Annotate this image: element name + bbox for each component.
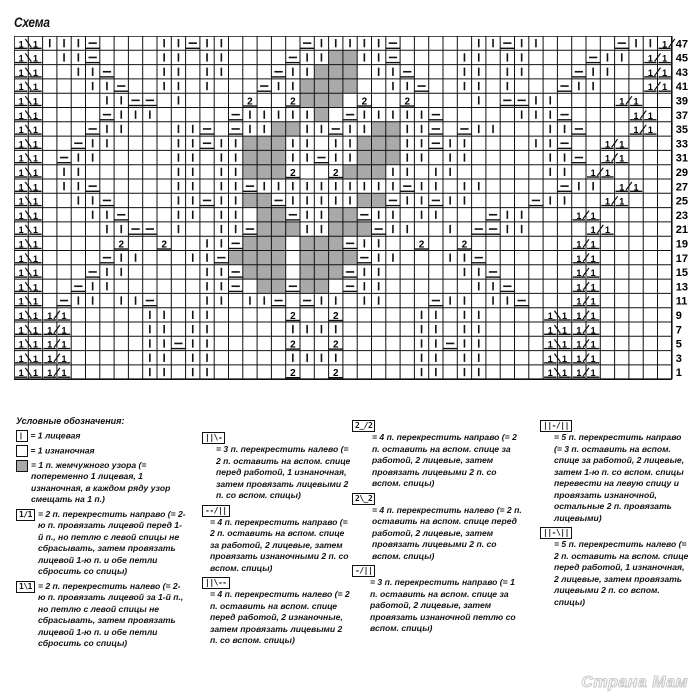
pearl-cell <box>271 122 285 136</box>
row-number-label: 33 <box>675 138 689 151</box>
cross-stitch-label: 1 <box>18 339 24 350</box>
cross-stitch-label: 1 <box>61 325 67 336</box>
pearl-cell <box>257 136 271 150</box>
cross-stitch-label: 1 <box>18 82 24 93</box>
pearl-cell <box>314 251 328 265</box>
pearl-cell <box>372 193 386 207</box>
cable-3-right-symbol-icon: -/|| <box>352 565 375 577</box>
cross-stitch-label: 1 <box>18 53 24 64</box>
cross-stitch-label: 1 <box>18 168 24 178</box>
cross-stitch-label: 1 <box>47 339 53 350</box>
pearl-cell <box>329 93 343 107</box>
cross-stitch-label: 1 <box>590 168 596 178</box>
cross-stitch-label: 1 <box>619 196 625 207</box>
legend-text: = 3 п. перекрестить направо (= 1 п. оставить на вспом. спице за работой, 2 лицевые, затем провязать изнаночной петлю со вспом. спицы) <box>370 577 516 633</box>
cross-stitch-label: 1 <box>32 253 38 264</box>
pearl-cell <box>257 265 271 279</box>
pearl-cell <box>314 236 328 250</box>
cross-stitch-label: 1 <box>18 239 24 250</box>
cross-stitch-label: 1 <box>32 125 38 136</box>
legend-col-1 <box>16 416 186 653</box>
cross-stitch-label: 1 <box>32 96 38 107</box>
cross-stitch-label: 1 <box>18 368 24 379</box>
pearl-cell <box>271 208 285 222</box>
cross-stitch-label: 1 <box>562 311 568 321</box>
cross-stitch-label: 1 <box>32 339 38 350</box>
pearl-cell <box>257 279 271 293</box>
pearl-symbol-icon <box>16 460 28 472</box>
legend-item-5st-right <box>540 420 690 524</box>
pearl-cell <box>329 222 343 236</box>
cross-stitch-label: 1 <box>590 282 596 293</box>
legend-item-5st-left <box>540 527 690 608</box>
cross-stitch-label: 1 <box>47 353 53 364</box>
cross-stitch-label: 1 <box>32 139 38 150</box>
cross-stitch-label: 1 <box>590 210 596 221</box>
cross-stitch-label: 1 <box>32 296 38 307</box>
watermark-logo: Страна Мам <box>581 674 688 691</box>
pearl-cell <box>343 50 357 64</box>
cross-stitch-label: 1 <box>662 82 668 93</box>
pearl-cell <box>300 79 314 93</box>
cross-stitch-label: 1 <box>576 239 582 250</box>
row-number-label: 31 <box>675 152 689 165</box>
row-number-label: 21 <box>675 224 689 237</box>
row-number-label: 1 <box>675 367 682 380</box>
pearl-cell <box>314 108 328 122</box>
pearl-cell <box>343 208 357 222</box>
legend-col-2 <box>202 432 352 650</box>
cable-4-left-symbol-icon: ||\-- <box>202 577 230 589</box>
legend-item-cross-right-2 <box>16 509 186 578</box>
cross-stitch-label: 1 <box>18 353 24 364</box>
cross-stitch-label: 1 <box>32 168 38 178</box>
row-number-label: 23 <box>675 209 689 222</box>
cross-stitch-label: 1 <box>576 210 582 221</box>
cross-stitch-label: 1 <box>547 353 553 364</box>
legend-text: = 1 лицевая <box>30 429 81 440</box>
pearl-cell <box>257 150 271 164</box>
cross-stitch-label: 1 <box>32 153 38 164</box>
legend-item-3st-left <box>202 432 352 502</box>
chart-title: Схема <box>14 14 50 30</box>
cable-number-label: 2 <box>418 239 425 251</box>
pearl-cell <box>357 222 371 236</box>
cross-stitch-label: 1 <box>662 53 668 64</box>
cross-stitch-label: 1 <box>604 153 610 164</box>
knitting-chart <box>14 36 700 386</box>
cable-4-left-knit-symbol-icon: 2\_2 <box>352 493 375 505</box>
cross-stitch-label: 1 <box>590 339 596 350</box>
cable-3-left-symbol-icon: ||\- <box>202 432 225 444</box>
cross-stitch-label: 1 <box>18 125 24 136</box>
cross-stitch-label: 1 <box>32 182 38 193</box>
legend-text: = 1 изнаночная <box>30 444 95 455</box>
cross-stitch-label: 1 <box>18 325 24 336</box>
cross-stitch-label: 1 <box>633 125 639 136</box>
cross-stitch-label: 1 <box>61 311 67 321</box>
cross-stitch-label: 1 <box>547 325 553 336</box>
cross-stitch-label: 1 <box>562 325 568 336</box>
pearl-cell <box>386 122 400 136</box>
cross-stitch-label: 1 <box>32 225 38 236</box>
legend-text: = 4 п. перекрестить направо (= 2 п. оставить на вспом. спице за работой, 2 лицевые, затем провязать лицевыми 2 п. со вспом. спицы) <box>372 432 517 488</box>
cross-stitch-label: 1 <box>633 96 639 107</box>
pearl-cell <box>372 165 386 179</box>
pearl-cell <box>300 251 314 265</box>
pearl-cell <box>243 265 257 279</box>
cable-number-label: 2 <box>247 96 253 108</box>
pearl-cell <box>329 79 343 93</box>
cross-stitch-label: 1 <box>590 268 596 279</box>
cross-stitch-label: 1 <box>633 182 639 193</box>
cable-number-label: 2 <box>290 311 296 322</box>
pearl-cell <box>300 279 314 293</box>
pearl-cell <box>314 265 328 279</box>
pearl-cell <box>372 150 386 164</box>
pearl-cell <box>343 222 357 236</box>
cross-stitch-label: 1 <box>32 268 38 279</box>
pearl-cell <box>257 208 271 222</box>
row-number-label: 37 <box>675 109 689 122</box>
cross-stitch-label: 1 <box>562 353 568 364</box>
legend-text: = 1 п. жемчужного узора (= попеременно 1 лицевая, 1 изнаночная, в каждом ряду узор смещать на 1 п.) <box>31 459 171 504</box>
pearl-cell <box>314 65 328 79</box>
cross-stitch-label: 1 <box>604 225 610 236</box>
cross-stitch-label: 1 <box>590 225 596 236</box>
legend-text: = 5 п. перекрестить направо (= 3 п. оставить на вспом. спице за работой, 2 лицевые, затем 1-ю п. со вспом. спицы перевести на левую спицу и провязать изнаночной, остальные 2 п. провязать лицевыми) <box>554 432 685 523</box>
pearl-cell <box>343 65 357 79</box>
cable-number-label: 2 <box>332 168 339 179</box>
pearl-cell <box>386 136 400 150</box>
cable-5-left-symbol-icon: ||-\|| <box>540 527 572 539</box>
cross-stitch-label: 1 <box>576 368 582 379</box>
legend-text: = 3 п. перекрестить налево (= 2 п. оставить на вспом. спице перед работой, 1 изнаночная, затем провязать лицевыми 2 п. со вспом. спицы) <box>216 444 351 500</box>
cable-4-right-knit-symbol-icon: 2_/2 <box>352 420 375 432</box>
legend-text: = 5 п. перекрестить налево (= 2 п. оставить на вспом. спице перед работой, 1 изнаночная, 2 лицевые, затем провязать лицевыми 2 п. со вспом. спицы) <box>554 539 689 607</box>
pearl-cell <box>357 165 371 179</box>
pearl-cell <box>329 236 343 250</box>
legend-col-3 <box>352 420 522 638</box>
cable-number-label: 2 <box>332 368 339 380</box>
pearl-cell <box>243 236 257 250</box>
pearl-cell <box>329 50 343 64</box>
cross-stitch-label: 1 <box>662 67 668 78</box>
pearl-cell <box>329 265 343 279</box>
cross-left-symbol-icon: 1\1 <box>16 581 35 593</box>
row-number-label: 35 <box>675 124 689 137</box>
cross-stitch-label: 1 <box>590 368 596 379</box>
cross-stitch-label: 1 <box>61 339 67 350</box>
cross-stitch-label: 1 <box>32 368 38 379</box>
cable-number-label: 2 <box>290 168 296 179</box>
cable-number-label: 2 <box>461 239 468 251</box>
pearl-cell <box>357 193 371 207</box>
row-number-label: 13 <box>675 281 689 294</box>
legend-item-4st-right-knit <box>352 420 522 490</box>
cross-stitch-label: 1 <box>576 353 582 364</box>
cross-right-symbol-icon: 1/1 <box>16 509 35 521</box>
cross-stitch-label: 1 <box>18 253 24 264</box>
cross-stitch-label: 1 <box>32 239 38 250</box>
row-number-label: 5 <box>675 338 682 351</box>
cross-stitch-label: 1 <box>32 82 38 93</box>
pearl-cell <box>271 251 285 265</box>
row-number-label: 17 <box>675 252 689 265</box>
cross-stitch-label: 1 <box>18 110 24 121</box>
row-number-label: 15 <box>675 267 689 280</box>
pearl-cell <box>372 136 386 150</box>
pearl-cell <box>257 165 271 179</box>
cross-stitch-label: 1 <box>547 368 553 379</box>
pearl-cell <box>357 150 371 164</box>
cross-stitch-label: 1 <box>576 296 582 307</box>
row-number-label: 9 <box>675 310 682 322</box>
pearl-cell <box>329 65 343 79</box>
cross-stitch-label: 1 <box>32 39 38 50</box>
cross-stitch-label: 1 <box>18 282 24 293</box>
pearl-cell <box>243 193 257 207</box>
pearl-cell <box>386 150 400 164</box>
cross-stitch-label: 1 <box>576 282 582 293</box>
cross-stitch-label: 1 <box>619 139 625 150</box>
cross-stitch-label: 1 <box>590 325 596 336</box>
pearl-cell <box>271 265 285 279</box>
cross-stitch-label: 1 <box>18 96 24 107</box>
cross-stitch-label: 1 <box>619 153 625 164</box>
legend-text: = 4 п. перекрестить направо (= 2 п. оставить на вспом. спице за работой, 2 лицевые, затем провязать изнаночными 2 п. со вспом. спицы) <box>210 516 349 573</box>
pearl-cell <box>243 251 257 265</box>
cross-stitch-label: 1 <box>576 268 582 279</box>
row-number-label: 25 <box>675 195 689 208</box>
row-number-label: 7 <box>675 324 682 337</box>
pearl-cell <box>343 165 357 179</box>
cross-stitch-label: 1 <box>590 296 596 307</box>
pearl-cell <box>271 165 285 179</box>
pearl-cell <box>314 79 328 93</box>
cross-stitch-label: 1 <box>619 182 625 193</box>
pearl-cell <box>314 279 328 293</box>
cross-stitch-label: 1 <box>18 311 24 321</box>
cable-number-label: 2 <box>290 339 296 351</box>
row-number-label: 29 <box>675 167 689 179</box>
cable-number-label: 2 <box>161 239 167 251</box>
cross-stitch-label: 1 <box>576 325 582 336</box>
cross-stitch-label: 1 <box>18 225 24 236</box>
pearl-cell <box>300 236 314 250</box>
cross-stitch-label: 1 <box>547 311 553 321</box>
cross-stitch-label: 1 <box>604 168 610 178</box>
cross-stitch-label: 1 <box>576 339 582 350</box>
legend-item-3st-right <box>352 565 522 635</box>
cross-stitch-label: 1 <box>647 82 653 93</box>
cross-stitch-label: 1 <box>647 125 653 136</box>
pearl-cell <box>271 150 285 164</box>
legend-item-cross-left-2 <box>16 581 186 650</box>
cross-stitch-label: 1 <box>47 325 53 336</box>
pearl-cell <box>271 279 285 293</box>
cable-number-label: 2 <box>361 96 368 108</box>
legend-text: = 4 п. перекрестить налево (= 2 п. оставить на вспом. спице перед работой, 2 изнаночные, затем провязать лицевыми 2 п. со вспом. спицы) <box>210 589 350 645</box>
cross-stitch-label: 1 <box>590 353 596 364</box>
knit-symbol-icon: | <box>16 430 28 442</box>
cable-number-label: 2 <box>404 96 411 108</box>
cross-stitch-label: 1 <box>32 210 38 221</box>
cross-stitch-label: 1 <box>18 139 24 150</box>
cross-stitch-label: 1 <box>547 339 553 350</box>
pearl-cell <box>372 122 386 136</box>
cross-stitch-label: 1 <box>18 296 24 307</box>
pearl-cell <box>286 122 300 136</box>
pearl-cell <box>243 136 257 150</box>
cross-stitch-label: 1 <box>18 268 24 279</box>
cross-stitch-label: 1 <box>61 368 67 379</box>
cross-stitch-label: 1 <box>647 53 653 64</box>
cross-stitch-label: 1 <box>32 53 38 64</box>
cable-4-right-symbol-icon: --/|| <box>202 505 230 517</box>
row-number-label: 43 <box>675 66 689 79</box>
cable-number-label: 2 <box>290 96 296 108</box>
cross-stitch-label: 1 <box>590 239 596 250</box>
cross-stitch-label: 1 <box>32 67 38 78</box>
cross-stitch-label: 1 <box>47 368 53 379</box>
pearl-cell <box>243 150 257 164</box>
pearl-cell <box>257 236 271 250</box>
row-number-label: 19 <box>675 238 689 251</box>
cross-stitch-label: 1 <box>18 182 24 193</box>
legend-heading: Условные обозначения: <box>16 416 125 426</box>
legend-text: = 2 п. перекрестить налево (= 2-ю п. провязать лицевой за 1-й п., но петлю с левой спицы не сбрасывать, затем провязать лицевой 1-ю п. и обе петли сбросить со спицы) <box>37 580 184 648</box>
row-number-label: 3 <box>675 352 682 365</box>
cross-stitch-label: 1 <box>590 311 596 321</box>
cross-stitch-label: 1 <box>61 353 67 364</box>
cross-stitch-label: 1 <box>633 110 639 121</box>
pearl-cell <box>257 251 271 265</box>
cross-stitch-label: 1 <box>32 196 38 207</box>
cable-5-right-symbol-icon: ||-/|| <box>540 420 572 432</box>
cable-number-label: 2 <box>332 311 339 322</box>
cross-stitch-label: 1 <box>576 253 582 264</box>
legend-item-4st-left-knit <box>352 493 522 563</box>
cross-stitch-label: 1 <box>562 339 568 350</box>
pearl-cell <box>229 251 243 265</box>
pearl-cell <box>271 136 285 150</box>
pearl-cell <box>300 265 314 279</box>
pearl-cell <box>257 222 271 236</box>
cross-stitch-label: 1 <box>32 282 38 293</box>
legend-item-knit <box>16 430 186 442</box>
cross-stitch-label: 1 <box>590 253 596 264</box>
cross-stitch-label: 1 <box>18 67 24 78</box>
cross-stitch-label: 1 <box>604 196 610 207</box>
cross-stitch-label: 1 <box>604 139 610 150</box>
cross-stitch-label: 1 <box>647 110 653 121</box>
legend-item-4st-left-purl <box>202 577 352 647</box>
pearl-cell <box>286 222 300 236</box>
legend-text: = 4 п. перекрестить налево (= 2 п. оставить на вспом. спице перед работой, 2 лицевые, затем провязать лицевыми 2 п. со вспом. спицы) <box>372 504 522 561</box>
legend-item-purl <box>16 445 186 457</box>
cross-stitch-label: 1 <box>32 311 38 321</box>
pearl-cell <box>271 222 285 236</box>
cross-stitch-label: 1 <box>47 311 53 321</box>
cross-stitch-label: 1 <box>576 311 582 321</box>
pearl-cell <box>243 165 257 179</box>
pearl-cell <box>257 193 271 207</box>
row-number-label: 11 <box>675 295 688 308</box>
cross-stitch-label: 1 <box>18 210 24 221</box>
row-number-label: 41 <box>675 81 689 94</box>
row-number-label: 27 <box>675 181 689 194</box>
legend-item-4st-right-purl <box>202 505 352 575</box>
cross-stitch-label: 1 <box>647 67 653 78</box>
pearl-cell <box>357 136 371 150</box>
cross-stitch-label: 1 <box>619 96 625 107</box>
pearl-cell <box>329 208 343 222</box>
cross-stitch-label: 1 <box>662 39 668 50</box>
cross-stitch-label: 1 <box>18 153 24 164</box>
purl-symbol-icon <box>16 445 28 457</box>
pearl-cell <box>343 251 357 265</box>
pearl-cell <box>271 236 285 250</box>
row-number-label: 39 <box>675 95 689 108</box>
legend-text: = 2 п. перекрестить направо (= 2-ю п. провязать лицевой перед 1-й п., но петлю с левой спицы не сбрасывать, затем провязать лицевой 1-ю п. и обе петли сбросить со спицы) <box>37 508 186 576</box>
cross-stitch-label: 1 <box>18 39 24 50</box>
cross-stitch-label: 1 <box>32 353 38 364</box>
cable-number-label: 2 <box>332 339 339 351</box>
pearl-cell <box>300 93 314 107</box>
cross-stitch-label: 1 <box>32 325 38 336</box>
cable-number-label: 2 <box>118 239 125 251</box>
cross-stitch-label: 1 <box>18 196 24 207</box>
cross-stitch-label: 1 <box>32 110 38 121</box>
pearl-cell <box>329 251 343 265</box>
legend-col-4 <box>540 420 690 611</box>
pearl-cell <box>343 79 357 93</box>
cable-number-label: 2 <box>290 368 296 380</box>
legend-item-pearl <box>16 460 186 506</box>
cross-stitch-label: 1 <box>562 368 568 379</box>
row-number-label: 47 <box>675 38 689 51</box>
pearl-cell <box>314 93 328 107</box>
row-number-label: 45 <box>675 52 689 65</box>
